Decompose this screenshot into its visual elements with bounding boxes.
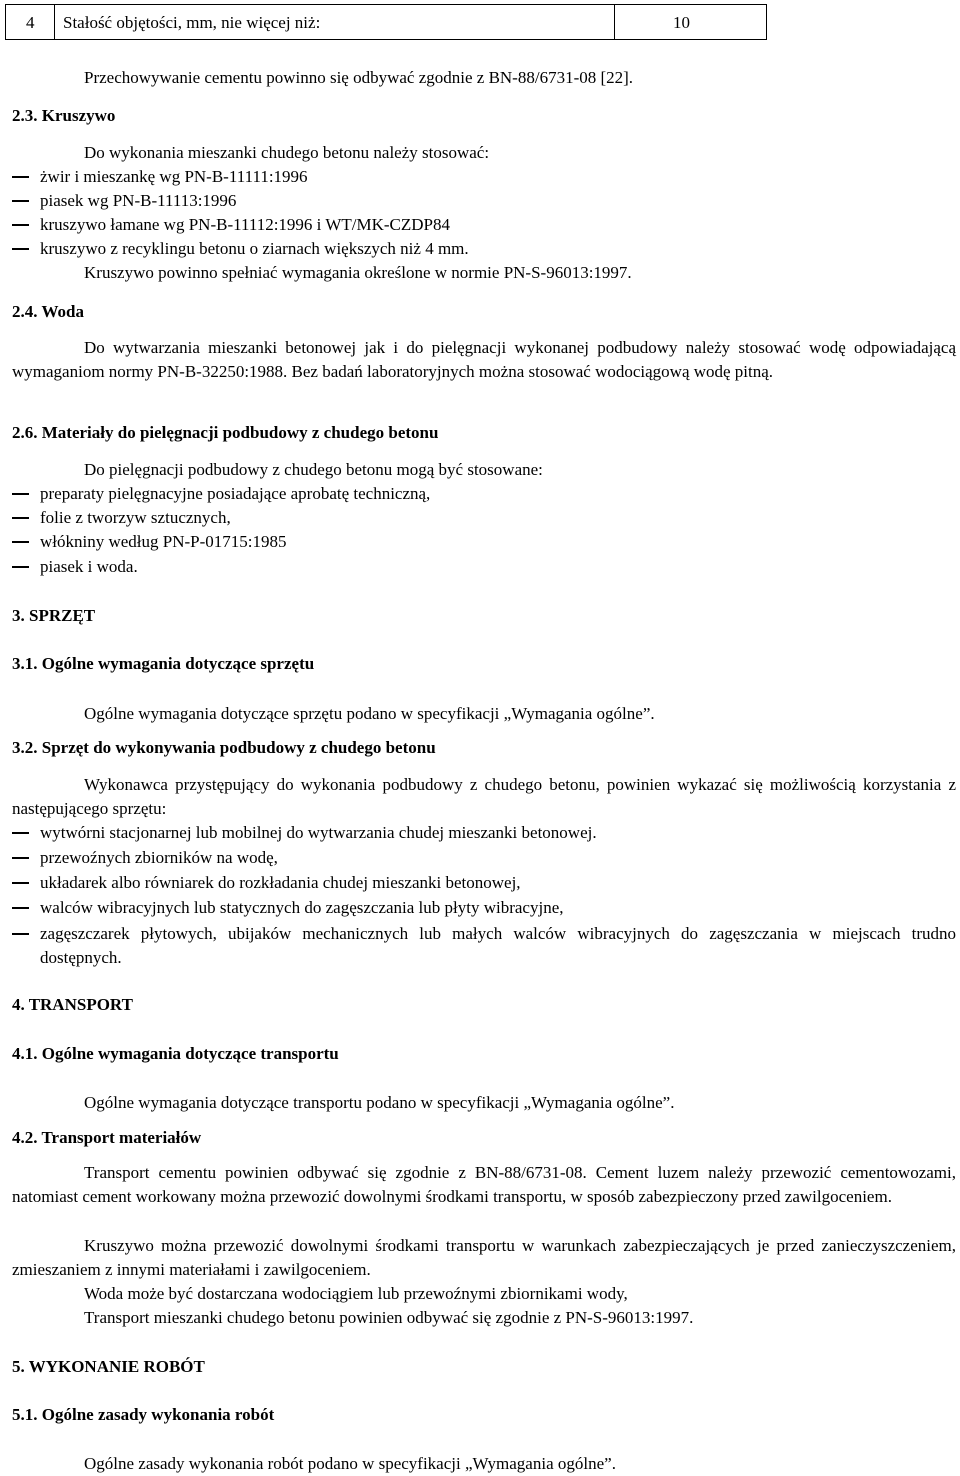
- section-heading-materialy: 2.6. Materiały do pielęgnacji podbudowy z chudego betonu: [12, 423, 439, 442]
- list-item: walców wibracyjnych lub statycznych do zagęszczania lub płyty wibracyjne,: [40, 898, 564, 917]
- list-dash-icon: [12, 517, 29, 519]
- list-item: wytwórni stacjonarnej lub mobilnej do wytwarzania chudej mieszanki betonowej.: [40, 823, 597, 842]
- transport-cement-paragraph: Transport cementu powinien odbywać się zgodnie z BN-88/6731-08. Cement luzem należy przewozić cementowozami, natomiast cement workowany można przewozić dowolnymi środkami transportu, w sposób zabezpieczony przed zawilgoceniem.: [12, 1163, 956, 1206]
- kruszywo-note: Kruszywo powinno spełniać wymagania określone w normie PN-S-96013:1997.: [84, 263, 632, 282]
- list-dash-icon: [12, 882, 29, 884]
- list-dash-icon: [12, 176, 29, 178]
- list-dash-icon: [12, 541, 29, 543]
- transport-kruszywo-paragraph: Kruszywo można przewozić dowolnymi środkami transportu w warunkach zabezpieczających je przed zanieczyszczeniem, zmieszaniem z innymi materiałami i zawilgoceniem.: [12, 1236, 956, 1279]
- list-item: piasek wg PN-B-11113:1996: [40, 191, 237, 210]
- list-item: preparaty pielęgnacyjne posiadające aprobatę techniczną,: [40, 484, 431, 503]
- cement-storage-note: Przechowywanie cementu powinno się odbywać zgodnie z BN-88/6731-08 [22].: [84, 68, 634, 87]
- list-dash-icon: [12, 857, 29, 859]
- section-heading-sprzet: 3. SPRZĘT: [12, 606, 96, 625]
- wykonanie-general-paragraph: Ogólne zasady wykonania robót podano w specyfikacji „Wymagania ogólne”.: [84, 1454, 616, 1473]
- list-dash-icon: [12, 566, 29, 568]
- list-item: piasek i woda.: [40, 557, 138, 576]
- list-dash-icon: [12, 224, 29, 226]
- list-dash-icon: [12, 200, 29, 202]
- subsection-heading-4-1: 4.1. Ogólne wymagania dotyczące transportu: [12, 1044, 339, 1063]
- list-dash-icon: [12, 493, 29, 495]
- transport-mieszanka-paragraph: Transport mieszanki chudego betonu powinien odbywać się zgodnie z PN-S-96013:1997.: [84, 1308, 694, 1327]
- kruszywo-intro: Do wykonania mieszanki chudego betonu należy stosować:: [84, 143, 490, 162]
- table-cell-label: Stałość objętości, mm, nie więcej niż:: [55, 5, 615, 39]
- list-item: żwir i mieszankę wg PN-B-11111:1996: [40, 167, 308, 186]
- list-item: kruszywo z recyklingu betonu o ziarnach większych niż 4 mm.: [40, 239, 469, 258]
- property-table-row: [5, 4, 767, 40]
- materialy-intro: Do pielęgnacji podbudowy z chudego betonu mogą być stosowane:: [84, 460, 543, 479]
- transport-woda-paragraph: Woda może być dostarczana wodociągiem lub przewoźnymi zbiornikami wody,: [84, 1284, 628, 1303]
- section-heading-kruszywo: 2.3. Kruszywo: [12, 106, 116, 125]
- subsection-heading-3-1: 3.1. Ogólne wymagania dotyczące sprzętu: [12, 654, 315, 673]
- list-item: zagęszczarek płytowych, ubijaków mechanicznych lub małych walców wibracyjnych do zagęszczania w miejscach trudno dostępnych.: [40, 924, 956, 967]
- woda-paragraph: Do wytwarzania mieszanki betonowej jak i do pielęgnacji wykonanej podbudowy należy stosować wodę odpowiadającą wymaganiom normy PN-B-32250:1988. Bez badań laboratoryjnych można stosować wodociągową wodę pitną.: [12, 338, 956, 381]
- section-heading-wykonanie: 5. WYKONANIE ROBÓT: [12, 1357, 205, 1376]
- sprzet-general-paragraph: Ogólne wymagania dotyczące sprzętu podano w specyfikacji „Wymagania ogólne”.: [84, 704, 655, 723]
- list-dash-icon: [12, 248, 29, 250]
- table-cell-number: 4: [6, 5, 55, 39]
- table-cell-value: 10: [673, 13, 690, 32]
- list-item: kruszywo łamane wg PN-B-11112:1996 i WT/MK-CZDP84: [40, 215, 451, 234]
- list-item: układarek albo równiarek do rozkładania chudej mieszanki betonowej,: [40, 873, 521, 892]
- list-dash-icon: [12, 933, 29, 935]
- sprzet-paragraph: Wykonawca przystępujący do wykonania podbudowy z chudego betonu, powinien wykazać się możliwością korzystania z następującego sprzętu:: [12, 775, 956, 818]
- list-item: włókniny według PN-P-01715:1985: [40, 532, 287, 551]
- section-heading-woda: 2.4. Woda: [12, 302, 84, 321]
- list-item: przewoźnych zbiorników na wodę,: [40, 848, 278, 867]
- transport-general-paragraph: Ogólne wymagania dotyczące transportu podano w specyfikacji „Wymagania ogólne”.: [84, 1093, 675, 1112]
- list-item: folie z tworzyw sztucznych,: [40, 508, 231, 527]
- subsection-heading-4-2: 4.2. Transport materiałów: [12, 1128, 202, 1147]
- list-dash-icon: [12, 832, 29, 834]
- subsection-heading-3-2: 3.2. Sprzęt do wykonywania podbudowy z chudego betonu: [12, 738, 436, 757]
- section-heading-transport: 4. TRANSPORT: [12, 995, 133, 1014]
- subsection-heading-5-1: 5.1. Ogólne zasady wykonania robót: [12, 1405, 275, 1424]
- list-dash-icon: [12, 907, 29, 909]
